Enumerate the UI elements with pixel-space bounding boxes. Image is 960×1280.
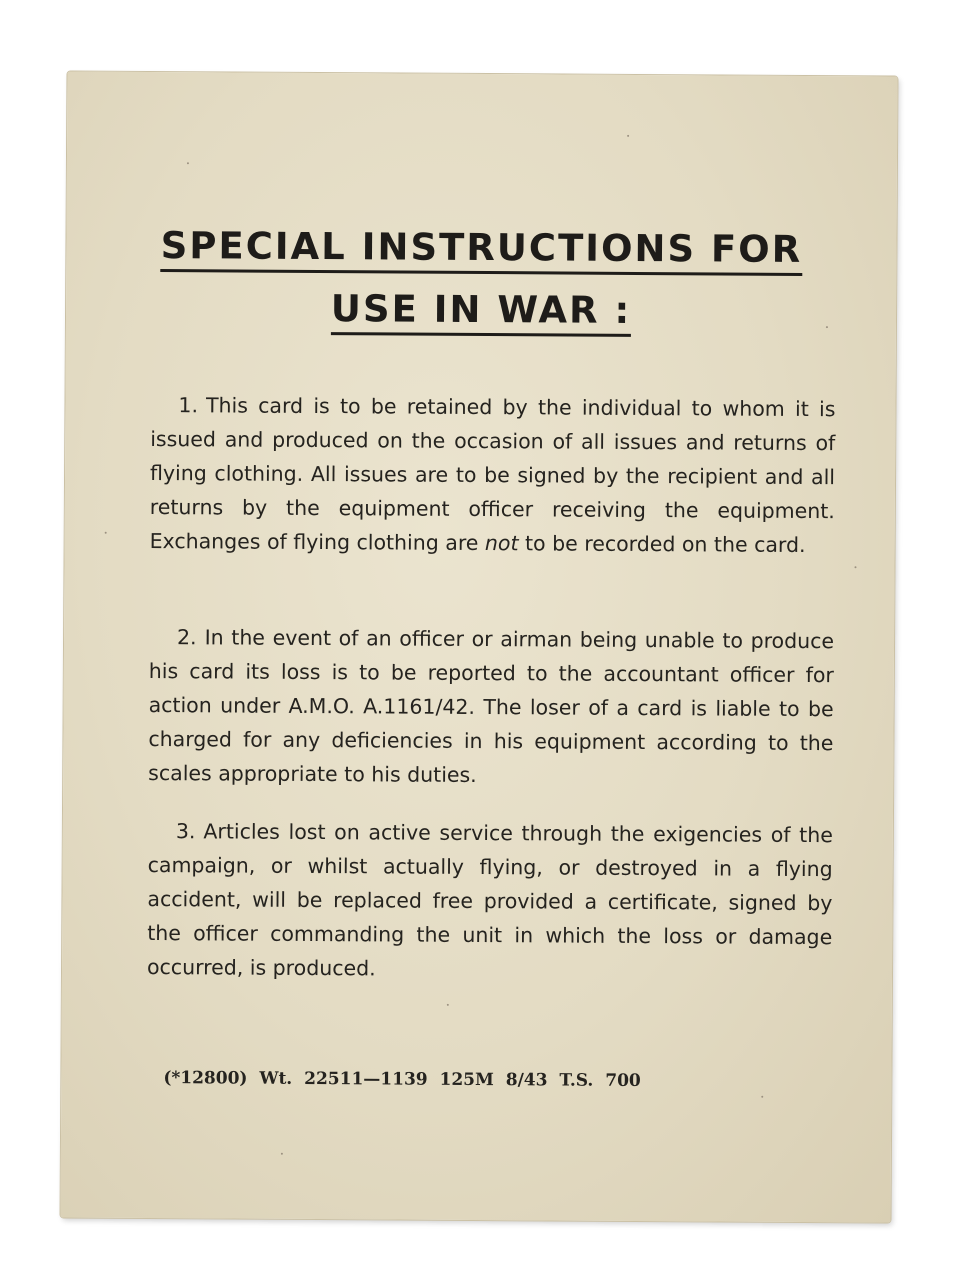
heading-line-1 [66,223,896,276]
paper-fleck [854,566,856,568]
paragraph-1-number: 1. [178,393,199,418]
paragraph-1-text: This card is to be retained by the individual to whom it is issued and produced on the occasion of all issues and returns of flying clothing. All issues are to be signed by the recipient and all returns by the equipment officer receiving the equipment. Exchanges of flying clothing are [149,393,836,556]
heading-line-2 [66,285,896,338]
paper-fleck [826,326,828,328]
heading-line-1-text: SPECIAL INSTRUCTIONS FOR [161,224,803,276]
paragraph-1-text-after: to be recorded on the card. [518,531,806,557]
paper-fleck [761,1096,763,1098]
paragraph-1 [150,388,836,562]
paragraph-3 [147,814,833,988]
paragraph-2 [148,620,834,794]
paper-fleck [281,1153,283,1155]
paper-fleck [447,1004,449,1006]
instruction-card [61,71,898,1222]
paragraph-1-emphasis: not [484,531,519,556]
paragraph-3-number: 3. [175,819,196,844]
paper-fleck [187,162,189,164]
paragraph-2-text: In the event of an officer or airman being unable to produce his card its loss is to be reported to the accountant officer for action under A.M.O. A.1161/42. The loser of a card is liable to be charged for any deficiencies in his equipment according to the scales appropriate to his duties. [148,625,835,787]
paragraph-2-number: 2. [176,625,197,650]
printer-imprint: (*12800) Wt. 22511—1139 125M 8/43 T.S. 700 [163,1068,641,1091]
paragraph-3-text: Articles lost on active service through the exigencies of the campaign, or whilst actually flying, or destroyed in a flying accident, will be replaced free provided a certificate, signed by the officer commanding the unit in which the loss or damage occurred, is produced. [146,819,833,981]
paper-fleck [105,532,107,534]
heading-line-2-text: USE IN WAR : [331,287,632,337]
paper-fleck [627,135,629,137]
